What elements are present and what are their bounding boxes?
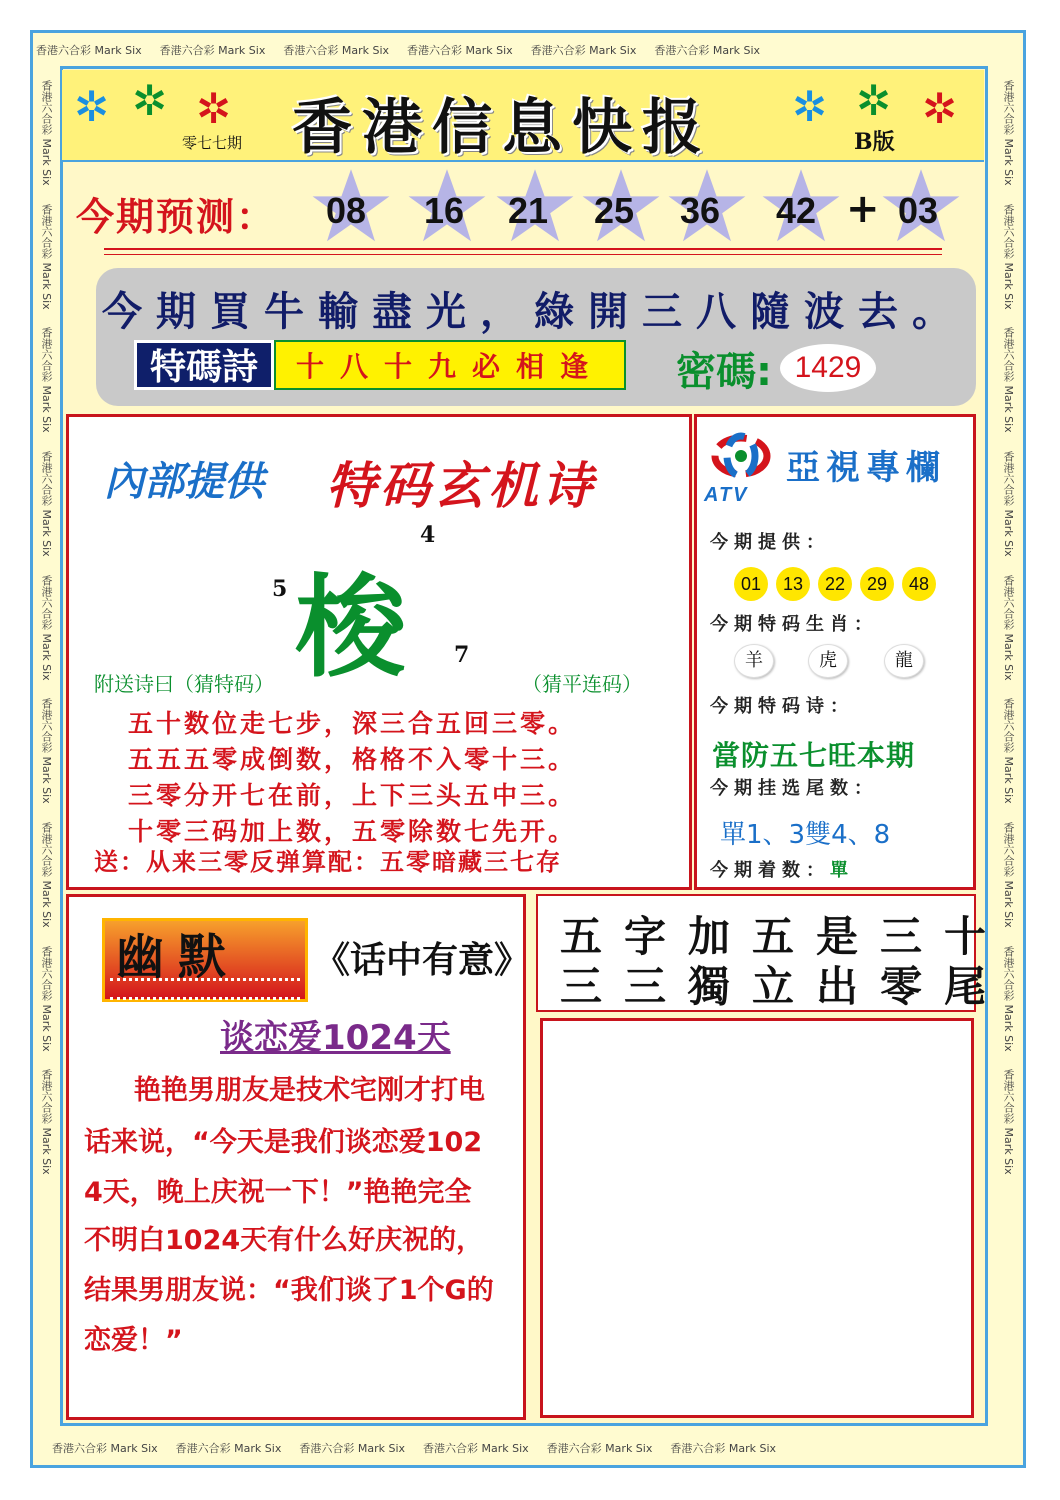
watermark-text: 香港六合彩 Mark Six <box>40 203 53 310</box>
mi-ma-label: 密碼: <box>676 349 772 395</box>
divider <box>104 254 942 255</box>
atv-logo-text: ATV <box>704 484 749 506</box>
joke-title: 谈恋爱1024天 <box>220 1018 451 1058</box>
atv-zodiac-label: 今期特码生肖： <box>710 614 878 635</box>
divider <box>104 248 942 250</box>
edition-label: B版 <box>854 129 895 155</box>
atv-poem-label: 今期特码诗： <box>710 696 854 717</box>
guess-label: （猜平连码） <box>522 672 642 696</box>
right-poem-line: 五字加五是三十 <box>560 912 1009 961</box>
issue-number: 零七七期 <box>182 134 243 152</box>
atv-zhuo <box>710 856 854 882</box>
watermark-text: 香港六合彩 Mark Six <box>40 574 53 681</box>
watermark-text: 香港六合彩 Mark Six <box>1002 945 1015 1052</box>
flower-icon: ✲ <box>74 82 110 131</box>
atv-tail-label: 今期挂选尾数： <box>710 778 878 799</box>
humor-badge-text: 幽默 <box>116 929 241 985</box>
prediction-number: 21 <box>508 190 549 231</box>
te-ma-shi-label: 特碼詩 <box>134 340 274 390</box>
mi-ma-value: 1429 <box>780 344 876 392</box>
watermark-text: 香港六合彩 Mark Six <box>530 44 637 57</box>
zodiac-badge: 龍 <box>884 644 924 678</box>
humor-subtitle: 《话中有意》 <box>314 940 531 981</box>
watermark-text: 香港六合彩 Mark Six <box>423 1442 529 1455</box>
riddle-line: 五五五零成倒数，格格不入零十三。 <box>128 745 577 774</box>
right-poem-line: 三三獨立出零尾 <box>560 962 1009 1011</box>
watermark-text: 香港六合彩 Mark Six <box>40 698 53 805</box>
riddle-line: 五十数位走七步，深三合五回三零。 <box>128 709 577 738</box>
watermark-text: 香港六合彩 Mark Six <box>1002 1069 1015 1176</box>
riddle-line: 三零分开七在前，上下三头五中三。 <box>128 781 577 810</box>
flower-icon: ✲ <box>922 84 958 133</box>
atv-logo-icon <box>708 430 774 482</box>
atv-tail-value: 單1、3雙4、8 <box>720 820 891 850</box>
blank-panel <box>540 1018 974 1418</box>
watermark-text: 香港六合彩 Mark Six <box>1002 80 1015 186</box>
zodiac-badge: 羊 <box>734 644 774 678</box>
watermark-text: 香港六合彩 Mark Six <box>1002 327 1015 434</box>
watermark-text: 香港六合彩 Mark Six <box>40 1069 53 1176</box>
flower-icon: ✲ <box>856 76 892 125</box>
joke-line: 恋爱！” <box>84 1325 183 1356</box>
zodiac-badge: 虎 <box>808 644 848 678</box>
watermark-strip-left <box>38 80 54 1175</box>
watermark-text: 香港六合彩 Mark Six <box>1002 574 1015 681</box>
humor-decoration <box>110 978 300 1000</box>
number-ball: 13 <box>776 567 810 601</box>
riddle-title: 特码玄机诗 <box>326 457 596 515</box>
watermark-strip-bottom <box>52 1440 776 1456</box>
joke-line: 结果男朋友说：“我们谈了1个G的 <box>84 1275 494 1306</box>
joke-line: 不明白1024天有什么好庆祝的， <box>84 1225 484 1256</box>
prediction-number: 25 <box>594 190 635 231</box>
flower-icon: ✲ <box>132 76 168 125</box>
prediction-number: 36 <box>680 190 721 231</box>
riddle-sup-top: 4 <box>420 522 436 548</box>
special-number: 03 <box>898 190 939 231</box>
watermark-text: 香港六合彩 Mark Six <box>670 1442 777 1455</box>
flower-icon: ✲ <box>792 82 828 131</box>
joke-line: 艳艳男朋友是技术宅刚才打电 <box>134 1075 485 1106</box>
watermark-text: 香港六合彩 Mark Six <box>52 1442 158 1455</box>
flower-icon: ✲ <box>196 84 232 133</box>
page-title: 香港信息快报 <box>292 93 712 163</box>
watermark-text: 香港六合彩 Mark Six <box>1002 203 1015 310</box>
watermark-text: 香港六合彩 Mark Six <box>283 44 390 57</box>
prediction-number: 16 <box>424 190 465 231</box>
watermark-text: 香港六合彩 Mark Six <box>40 822 53 928</box>
guess-label: 附送诗曰（猜特码） <box>94 672 274 696</box>
number-ball: 48 <box>902 567 936 601</box>
atv-zhuo-label: 今期着数： <box>710 860 830 881</box>
joke-line: 话来说，“今天是我们谈恋爱102 <box>84 1127 483 1158</box>
joke-line: 4天，晚上庆祝一下！”艳艳完全 <box>84 1177 472 1208</box>
watermark-text: 香港六合彩 Mark Six <box>654 44 761 57</box>
atv-poem: 當防五七旺本期 <box>712 739 916 772</box>
prediction-label: 今期预测： <box>76 195 277 239</box>
watermark-text: 香港六合彩 Mark Six <box>40 945 53 1052</box>
atv-title: 亞視專欄 <box>786 448 946 488</box>
watermark-text: 香港六合彩 Mark Six <box>299 1442 406 1455</box>
watermark-text: 香港六合彩 Mark Six <box>1002 698 1015 805</box>
watermark-text: 香港六合彩 Mark Six <box>175 1442 282 1455</box>
watermark-strip-top <box>36 42 760 58</box>
number-ball: 22 <box>818 567 852 601</box>
atv-provide-label: 今期提供： <box>710 532 830 553</box>
plus-sign: + <box>846 186 880 232</box>
poem-line: 今期買牛輸盡光，綠開三八隨波去。 <box>102 289 966 335</box>
prediction-number: 42 <box>776 190 817 231</box>
number-ball: 01 <box>734 567 768 601</box>
riddle-sup-bottom: 7 <box>454 642 470 668</box>
riddle-sup-left: 5 <box>272 576 288 602</box>
watermark-text: 香港六合彩 Mark Six <box>1002 822 1015 928</box>
watermark-text: 香港六合彩 Mark Six <box>1002 451 1015 557</box>
provider-label: 內部提供 <box>104 459 264 505</box>
riddle-character: 梭 <box>296 563 406 692</box>
number-ball: 29 <box>860 567 894 601</box>
te-ma-shi-text: 十八十九必相逢 <box>274 340 626 390</box>
watermark-text: 香港六合彩 Mark Six <box>40 327 53 434</box>
watermark-text: 香港六合彩 Mark Six <box>40 451 53 557</box>
riddle-extra-line: 送：从来三零反弹算配：五零暗藏三七存 <box>94 848 562 876</box>
prediction-number: 08 <box>326 190 367 231</box>
watermark-text: 香港六合彩 Mark Six <box>159 44 266 57</box>
watermark-text: 香港六合彩 Mark Six <box>407 44 513 57</box>
watermark-text: 香港六合彩 Mark Six <box>40 80 53 186</box>
atv-zhuo-value: 單 <box>830 860 854 881</box>
watermark-text: 香港六合彩 Mark Six <box>36 44 142 57</box>
watermark-text: 香港六合彩 Mark Six <box>546 1442 653 1455</box>
riddle-line: 十零三码加上数，五零除数七先开。 <box>128 817 577 846</box>
